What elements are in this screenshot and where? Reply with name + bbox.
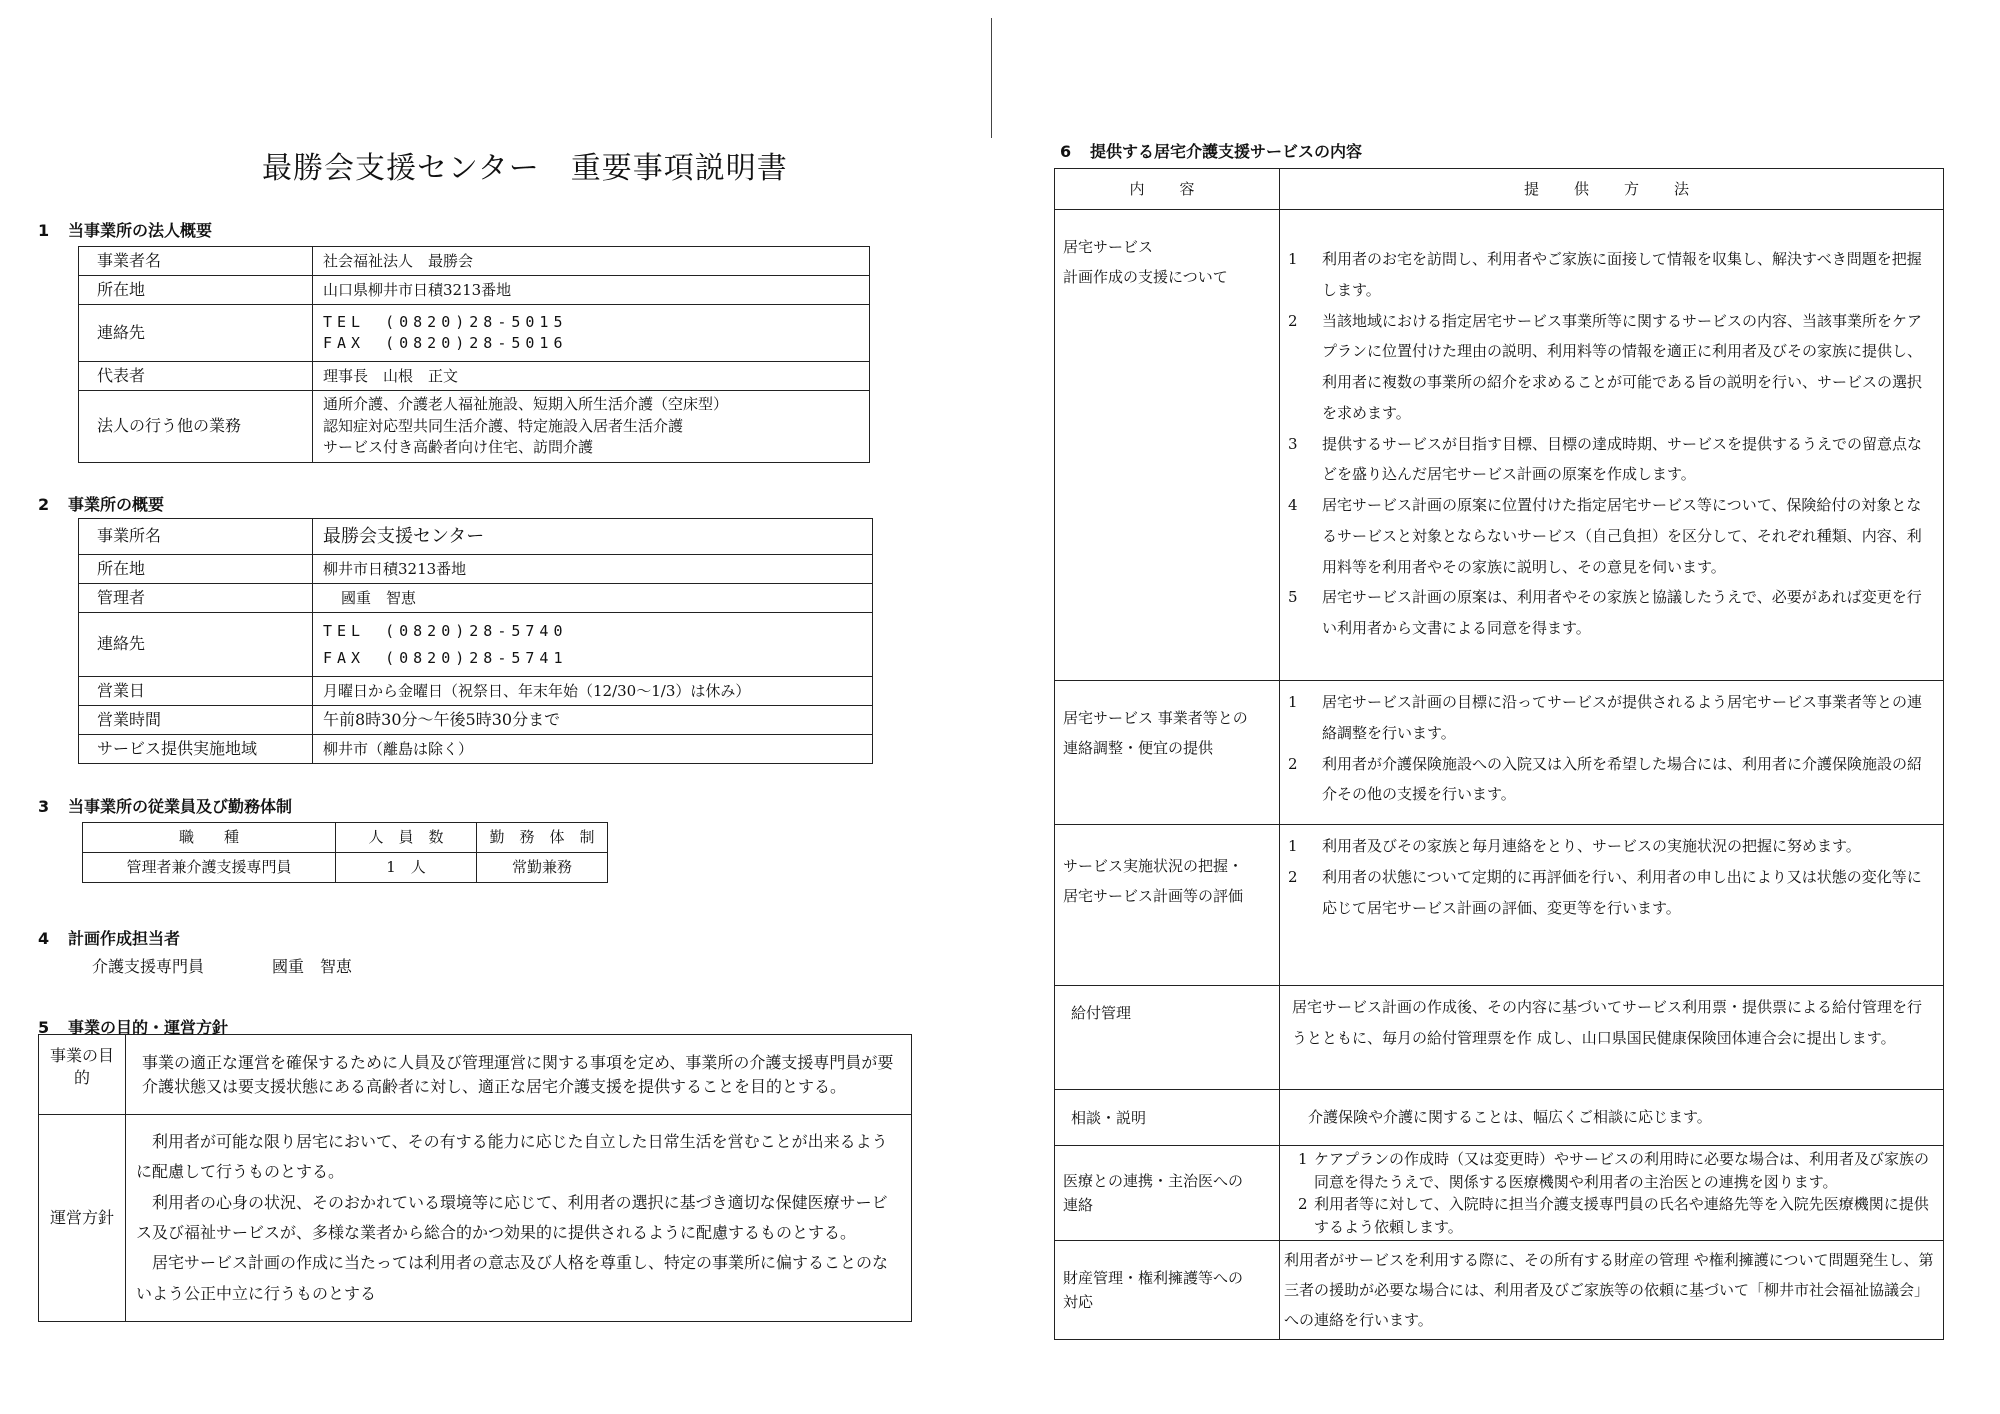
row-label: 財産管理・権利擁護等への 対応 <box>1055 1241 1280 1340</box>
row-value: 理事長 山根 正文 <box>313 362 870 391</box>
column-header: 人 員 数 <box>336 823 477 853</box>
row-value: 社会福祉法人 最勝会 <box>313 247 870 276</box>
table-row <box>1055 1241 1944 1340</box>
row-label: 代表者 <box>79 362 313 391</box>
section-4-heading: 4 計画作成担当者 <box>38 929 181 948</box>
row-label: 給付管理 <box>1055 986 1280 1090</box>
row-label: 所在地 <box>79 555 313 584</box>
table-row <box>79 305 870 362</box>
row-label: サービス実施状況の把握・ 居宅サービス計画等の評価 <box>1055 825 1280 986</box>
list-item: 5 居宅サービス計画の原案は、利用者やその家族と協議したうえで、必要があれば変更を行い利用者から文書による同意を得ます。 <box>1288 588 1922 637</box>
list-item: 1 利用者のお宅を訪問し、利用者やご家族に面接して情報を収集し、解決すべき問題を把握します。 <box>1288 250 1922 299</box>
tel-line: TEL (0820)28-5740 <box>323 621 568 640</box>
row-label: 居宅サービス 計画作成の支援について <box>1055 210 1280 681</box>
row-value: 通所介護、介護老人福祉施設、短期入所生活介護（空床型） 認知症対応型共同生活介護、特定施設入居者生活介護 サービス付き高齢者向け住宅、訪問介護 <box>313 391 870 463</box>
right-page <box>1000 0 2000 1414</box>
table-row <box>79 613 873 677</box>
section-2-heading: 2 事業所の概要 <box>38 495 165 514</box>
row-label: 事業の目的 <box>39 1035 126 1115</box>
row-label: 所在地 <box>79 276 313 305</box>
corporation-table <box>78 246 870 463</box>
row-value: 利用者がサービスを利用する際に、その所有する財産の管理 や権利擁護について問題発生し、第三者の援助が必要な場合には、利用者及びご家族等の依頼に基づいて「柳井市社会福祉協議会」への連絡を行います。 <box>1280 1241 1944 1340</box>
fax-line: FAX (0820)28-5016 <box>323 334 568 352</box>
row-label: 営業時間 <box>79 706 313 735</box>
table-row <box>79 362 870 391</box>
policy-paragraph: 利用者が可能な限り居宅において、その有する能力に応じた自立した日常生活を営むことが出来るように配慮して行うものとする。 <box>136 1131 888 1182</box>
list-item: 2 利用者等に対して、入院時に担当介護支援専門員の氏名や連絡先等を入院先医療機関に提供するよう依頼します。 <box>1298 1195 1929 1236</box>
list-item: 3 提供するサービスが目指す目標、目標の達成時期、サービスを提供するうえでの留意点などを盛り込んだ居宅サービス計画の原案を作成します。 <box>1288 434 1923 484</box>
row-value: 居宅サービス計画の作成後、その内容に基づいてサービス利用票・提供票による給付管理を行うとともに、毎月の給付管理票を作 成し、山口県国民健康保険団体連合会に提出します。 <box>1280 986 1944 1090</box>
services-table <box>1054 168 1944 1340</box>
row-label: サービス提供実施地域 <box>79 735 313 764</box>
table-header-row <box>1055 169 1944 210</box>
row-label: 事業所名 <box>79 519 313 555</box>
row-value: 山口県柳井市日積3213番地 <box>313 276 870 305</box>
column-header: 勤 務 体 制 <box>477 823 608 853</box>
table-cell: 常勤兼務 <box>477 853 608 883</box>
row-label: 医療との連携・主治医への 連絡 <box>1055 1146 1280 1241</box>
table-row <box>1055 681 1944 825</box>
row-value: 午前8時30分～午後5時30分まで <box>313 706 873 735</box>
table-row <box>79 519 873 555</box>
table-row <box>1055 825 1944 986</box>
column-header: 提 供 方 法 <box>1280 169 1944 210</box>
document-title: 最勝会支援センター 重要事項説明書 <box>262 151 788 186</box>
office-table <box>78 518 873 764</box>
section-5-heading: 5 事業の目的・運営方針 <box>38 1018 229 1037</box>
row-label: 営業日 <box>79 677 313 706</box>
planner-name: 國重 智恵 <box>272 957 353 976</box>
planner-role: 介護支援専門員 <box>92 957 205 976</box>
table-cell: 管理者兼介護支援専門員 <box>83 853 336 883</box>
row-label: 法人の行う他の業務 <box>79 391 313 463</box>
list-item: 1 居宅サービス計画の目標に沿ってサービスが提供されるよう居宅サービス事業者等との連絡調整を行います。 <box>1288 693 1923 742</box>
fax-line: FAX (0820)28-5741 <box>323 648 568 667</box>
row-value: 柳井市（離島は除く） <box>313 735 873 764</box>
row-value <box>126 1115 912 1322</box>
row-value <box>1280 1146 1944 1241</box>
row-value: 柳井市日積3213番地 <box>313 555 873 584</box>
row-value <box>313 613 873 677</box>
list-item: 2 利用者が介護保険施設への入院又は入所を希望した場合には、利用者に介護保険施設の紹介その他の支援を行います。 <box>1288 754 1923 804</box>
section-1-heading: 1 当事業所の法人概要 <box>38 221 213 240</box>
row-label: 連絡先 <box>79 613 313 677</box>
table-row <box>1055 1090 1944 1146</box>
row-value: 最勝会支援センター <box>313 519 873 555</box>
row-value: 介護保険や介護に関することは、幅広くご相談に応じます。 <box>1280 1090 1944 1146</box>
table-row <box>79 276 870 305</box>
table-row <box>79 247 870 276</box>
row-value <box>1280 210 1944 681</box>
row-value <box>1280 825 1944 986</box>
table-row <box>79 391 870 463</box>
table-row <box>1055 210 1944 681</box>
policy-paragraph: 居宅サービス計画の作成に当たっては利用者の意志及び人格を尊重し、特定の事業所に偏することのないよう公正中立に行うものとする <box>136 1253 889 1303</box>
table-row <box>79 584 873 613</box>
column-header: 内 容 <box>1055 169 1280 210</box>
table-row <box>1055 1146 1944 1241</box>
table-row <box>79 677 873 706</box>
table-row <box>79 735 873 764</box>
row-value: 國重 智恵 <box>313 584 873 613</box>
row-label: 居宅サービス 事業者等との 連絡調整・便宜の提供 <box>1055 681 1280 825</box>
table-header-row <box>83 823 608 853</box>
list-item: 1 ケアプランの作成時（又は変更時）やサービスの利用時に必要な場合は、利用者及び家族の同意を得たうえで、関係する医療機関や利用者の主治医との連携を図ります。 <box>1298 1150 1930 1191</box>
purpose-policy-table <box>38 1034 912 1322</box>
row-value: 事業の適正な運営を確保するために人員及び管理運営に関する事項を定め、事業所の介護支援専門員が要介護状態又は要支援状態にある高齢者に対し、適正な居宅介護支援を提供することを目的とする。 <box>126 1035 912 1115</box>
row-label: 連絡先 <box>79 305 313 362</box>
list-item: 2 利用者の状態について定期的に再評価を行い、利用者の申し出により又は状態の変化等に応じて居宅サービス計画の評価、変更等を行います。 <box>1288 867 1922 917</box>
table-row <box>39 1115 912 1322</box>
row-label: 事業者名 <box>79 247 313 276</box>
row-label: 運営方針 <box>39 1115 126 1322</box>
list-item: 2 当該地域における指定居宅サービス事業所等に関するサービスの内容、当該事業所をケアプランに位置付けた理由の説明、利用料等の情報を適正に利用者及びその家族に提供し、利用者に複数の事業所の紹介を求めることが可能である旨の説明を行い、サービスの選択を求めます。 <box>1288 311 1923 422</box>
table-row <box>1055 986 1944 1090</box>
policy-paragraph: 利用者の心身の状況、そのおかれている環境等に応じて、利用者の選択に基づき適切な保健医療サービス及び福祉サービスが、多様な業者から総合的かつ効果的に提供されるように配慮するものとする。 <box>136 1192 888 1242</box>
section-3-heading: 3 当事業所の従業員及び勤務体制 <box>38 797 293 816</box>
list-item: 4 居宅サービス計画の原案に位置付けた指定居宅サービス等について、保険給付の対象となるサービスと対象とならないサービス（自己負担）を区分して、それぞれ種類、内容、利用料等を利用者やその家族に説明し、その意見を伺います。 <box>1288 496 1922 576</box>
table-cell: 1 人 <box>336 853 477 883</box>
table-row <box>83 853 608 883</box>
row-value <box>1280 681 1944 825</box>
table-row <box>39 1035 912 1115</box>
row-value: 月曜日から金曜日（祝祭日、年末年始（12/30～1/3）は休み） <box>313 677 873 706</box>
column-header: 職 種 <box>83 823 336 853</box>
list-item: 1 利用者及びその家族と毎月連絡をとり、サービスの実施状況の把握に努めます。 <box>1288 837 1861 855</box>
tel-line: TEL (0820)28-5015 <box>323 313 568 331</box>
row-label: 相談・説明 <box>1055 1090 1280 1146</box>
table-row <box>79 706 873 735</box>
row-label: 管理者 <box>79 584 313 613</box>
staff-table <box>82 822 608 883</box>
row-value <box>313 305 870 362</box>
table-row <box>79 555 873 584</box>
section-6-heading: 6 提供する居宅介護支援サービスの内容 <box>1060 142 1363 161</box>
